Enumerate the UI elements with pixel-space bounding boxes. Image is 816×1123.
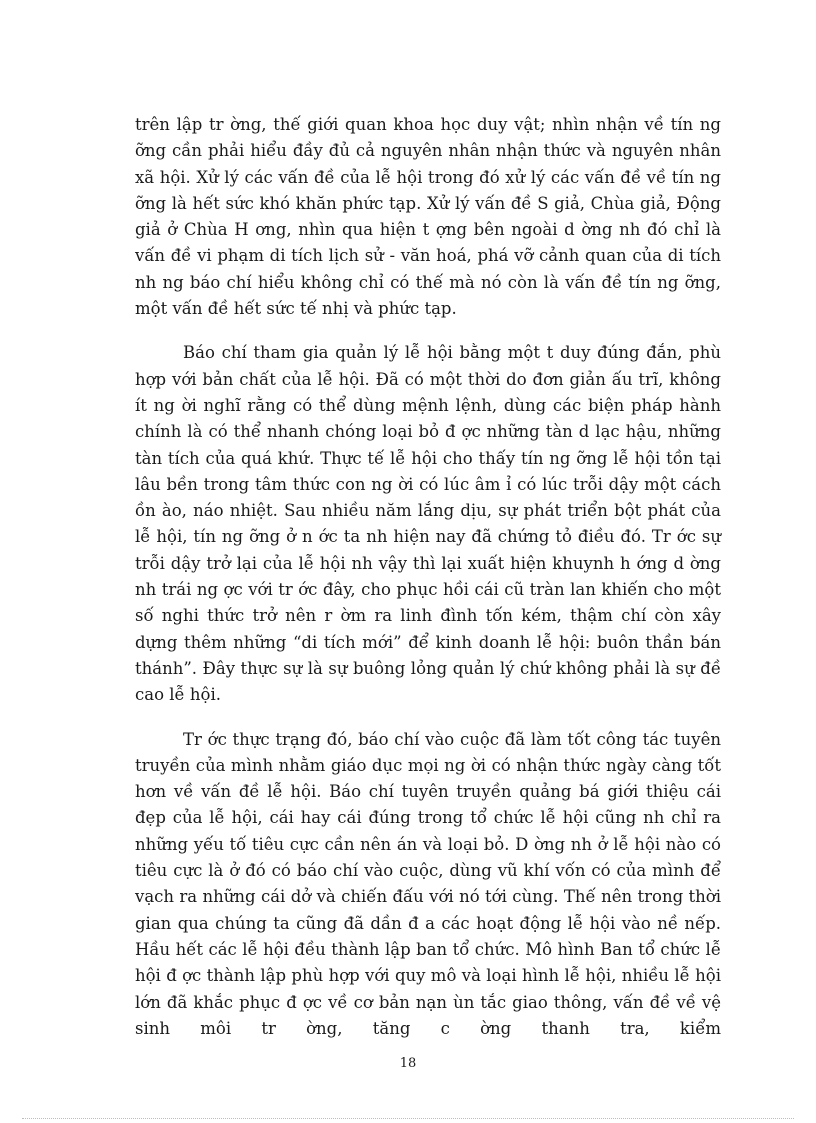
page-bottom-divider [22,1118,794,1119]
paragraph-3: Tr ớc thực trạng đó, báo chí vào cuộc đã làm tốt công tác tuyên truyền của mình nhằm giáo dục mọi ng ời có nhận thức ngày càng tốt hơn về vấn đề lễ hội. Báo chí tuyên truyền quảng bá giới thiệu cái đẹp của lễ hội, cái hay cái đúng trong tổ chức lễ hội cũng nh chỉ ra những yếu tố tiêu cực cần nên án và loại bỏ. D ờng nh ở lễ hội nào có tiêu cực là ở đó có báo chí vào cuộc, dùng vũ khí vốn có của mình để vạch ra những cái dở và chiến đấu với nó tới cùng. Thế nên trong thời gian qua chúng ta cũng đã dần đ a các hoạt động lễ hội vào nề nếp. Hầu hết các lễ hội đều thành lập ban tổ chức. Mô hình Ban tổ chức lễ hội đ ợc thành lập phù hợp với quy mô và loại hình lễ hội, nhiều lễ hội lớn đã khắc phục đ ợc về cơ bản nạn ùn tắc giao thông, vấn đề về vệ sinh môi tr ờng, tăng c ờng thanh tra, kiểm [135,729,721,1038]
body-text [135,112,721,1042]
paragraph-1: trên lập tr ờng, thế giới quan khoa học duy vật; nhìn nhận về tín ng ỡng cần phải hiểu đầy đủ cả nguyên nhân nhận thức và nguyên nhân xã hội. Xử lý các vấn đề của lễ hội trong đó xử lý các vấn đề về tín ng ỡng là hết sức khó khăn phức tạp. Xử lý vấn đề S giả, Chùa giả, Động giả ở Chùa H ơng, nhìn qua hiện t ợng bên ngoài d ờng nh đó chỉ là vấn đề vi phạm di tích lịch sử - văn hoá, phá vỡ cảnh quan của di tích nh ng báo chí hiểu không chỉ có thế mà nó còn là vấn đề tín ng ỡng, một vấn đề hết sức tế nhị và phức tạp. [135,115,721,319]
paragraph-2: Báo chí tham gia quản lý lễ hội bằng một t duy đúng đắn, phù hợp với bản chất của lễ hội. Đã có một thời do đơn giản ấu trĩ, không ít ng ời nghĩ rằng có thể dùng mệnh lệnh, dùng các biện pháp hành chính là có thể nhanh chóng loại bỏ đ ợc những tàn d lạc hậu, những tàn tích của quá khứ. Thực tế lễ hội cho thấy tín ng ỡng lễ hội tồn tại lâu bền trong tâm thức con ng ời có lúc âm ỉ có lúc trỗi dậy một cách ồn ào, náo nhiệt. Sau nhiều năm lắng dịu, sự phát triển bột phát của lễ hội, tín ng ỡng ở n ớc ta nh hiện nay đã chứng tỏ điều đó. Tr ớc sự trỗi dậy trở lại của lễ hội nh vậy thì lại xuất hiện khuynh h ớng d ờng nh trái ng ợc với tr ớc đây, cho phục hồi cái cũ tràn lan khiến cho một số nghi thức trở nên r ờm ra linh đình tốn kém, thậm chí còn xây dựng thêm những “di tích mới” để kinh doanh lễ hội: buôn thần bán thánh”. Đây thực sự là sự buông lỏng quản lý chứ không phải là sự đề cao lễ hội. [135,343,721,705]
page-number: 18 [399,1056,417,1071]
